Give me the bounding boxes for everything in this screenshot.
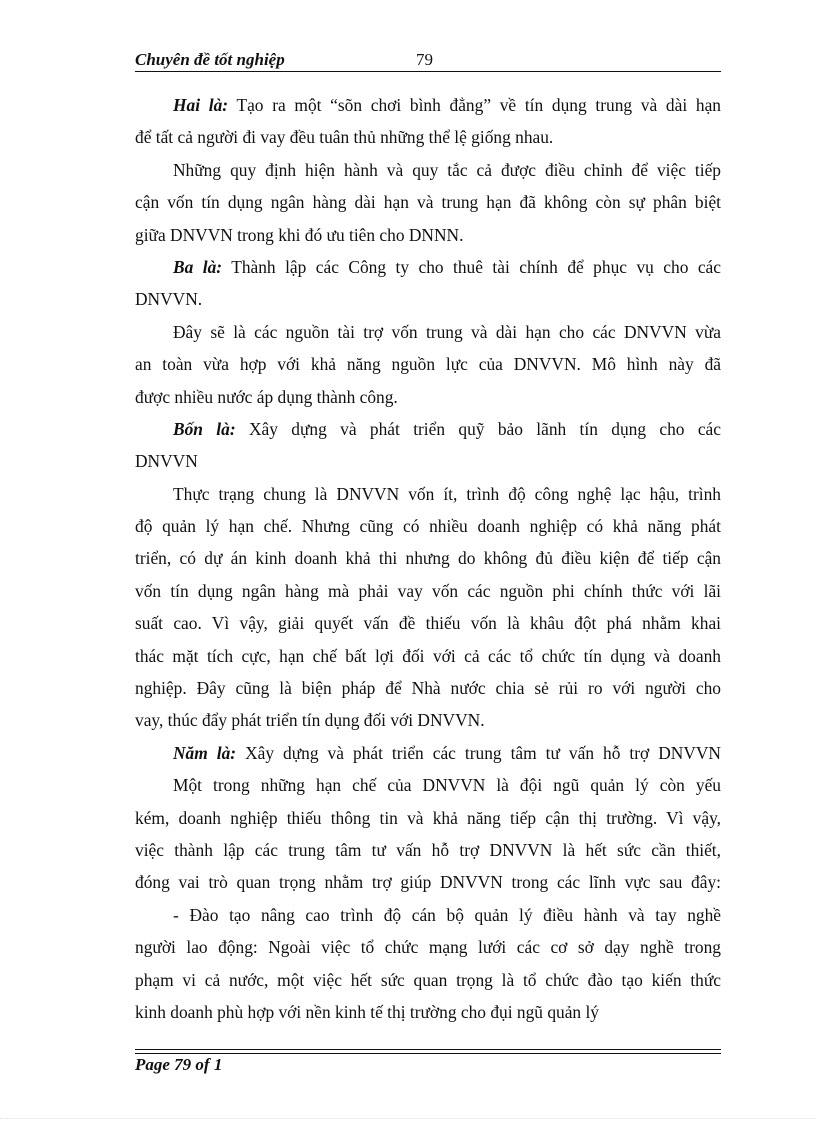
header-rule [135, 71, 721, 72]
footer-rule [135, 1049, 721, 1050]
paragraph-line: triển, có dự án kinh doanh khả thi nhưng do không đủ điều kiện để tiếp cận [135, 548, 721, 569]
paragraph-line: được nhiều nước áp dụng thành công. [135, 386, 398, 407]
paragraph-line: vốn tín dụng ngân hàng mà phải vay vốn các nguồn phi chính thức với lãi [135, 580, 721, 601]
paragraph-line: Thực trạng chung là DNVVN vốn ít, trình độ công nghệ lạc hậu, trình [173, 483, 721, 504]
line-text: Xây dựng và phát triển quỹ bảo lãnh tín dụng cho các [235, 418, 721, 439]
paragraph-line: kinh doanh phù hợp với nền kinh tế thị trường cho đụi ngũ quản lý [135, 1001, 600, 1022]
line-text: Xây dựng và phát triển các trung tâm tư vấn hỗ trợ DNVVN [236, 742, 721, 763]
paragraph-line: kém, doanh nghiệp thiếu thông tin và khả năng tiếp cận thị trường. Vì vậy, [135, 807, 721, 828]
section-lead: Ba là: [173, 256, 223, 277]
footer-rule-double [135, 1053, 721, 1054]
paragraph-line: cận vốn tín dụng ngân hàng dài hạn và trung hạn đã không còn sự phân biệt [135, 192, 721, 213]
paragraph-line: đóng vai trò quan trọng nhằm trợ giúp DNVVN trong các lĩnh vực sau đây: [135, 872, 721, 893]
paragraph-line: giữa DNVVN trong khi đó ưu tiên cho DNNN. [135, 224, 464, 245]
document-body [135, 89, 721, 1028]
section-lead: Hai là: [173, 95, 229, 115]
line-text: Tạo ra một “sõn chơi bình đẳng” về tín dụng trung và dài hạn [228, 95, 721, 115]
paragraph-line [135, 737, 721, 769]
paragraph-line: Những quy định hiện hành và quy tắc cả được điều chỉnh để việc tiếp [173, 159, 721, 180]
paragraph-line [135, 89, 721, 121]
paragraph-line: độ quản lý hạn chế. Nhưng cũng có nhiều doanh nghiệp có khả năng phát [135, 516, 721, 537]
line-text: Thành lập các Công ty cho thuê tài chính để phục vụ cho các [222, 256, 721, 277]
paragraph-line: an toàn vừa hợp với khả năng nguồn lực của DNVVN. Mô hình này đã [135, 354, 721, 375]
paragraph-line: người lao động: Ngoài việc tổ chức mạng lưới các cơ sở dạy nghề trong [135, 937, 721, 958]
paragraph-line: DNVVN [135, 451, 198, 472]
paragraph-line [135, 251, 721, 283]
paragraph-line: phạm vi cả nước, một việc hết sức quan trọng là tổ chức đào tạo kiến thức [135, 969, 721, 990]
section-lead: Năm là: [173, 742, 237, 763]
paragraph-line: thác mặt tích cực, hạn chế bất lợi đối với cả các tổ chức tín dụng và doanh [135, 645, 721, 666]
paragraph-line: suất cao. Vì vậy, giải quyết vấn đề thiếu vốn là khâu đột phá nhằm khai [135, 613, 721, 634]
paragraph-line: DNVVN. [135, 289, 203, 310]
page-edge-divider [0, 1118, 816, 1119]
section-lead: Bốn là: [173, 418, 236, 439]
paragraph-line: Đây sẽ là các nguồn tài trợ vốn trung và dài hạn cho các DNVVN vừa [173, 321, 721, 342]
header-page-number: 79 [416, 50, 433, 69]
paragraph-line: nghiệp. Đây cũng là biện pháp để Nhà nước chia sẻ rủi ro với người cho [135, 678, 721, 699]
paragraph-line: Một trong những hạn chế của DNVVN là đội ngũ quản lý còn yếu [173, 775, 721, 796]
paragraph-line: để tất cả người đi vay đều tuân thủ những thể lệ giống nhau. [135, 127, 554, 148]
page-header [135, 48, 721, 72]
paragraph-line: việc thành lập các trung tâm tư vấn hỗ trợ DNVVN là hết sức cần thiết, [135, 839, 721, 860]
document-title: Chuyên đề tốt nghiệp [135, 50, 285, 69]
paragraph-line [135, 413, 721, 445]
paragraph-line: vay, thúc đẩy phát triển tín dụng đối với DNVVN. [135, 710, 485, 731]
page-footer: Page 79 of 1 [135, 1055, 223, 1074]
paragraph-line: - Đào tạo nâng cao trình độ cán bộ quản lý điều hành và tay nghề [173, 904, 721, 925]
